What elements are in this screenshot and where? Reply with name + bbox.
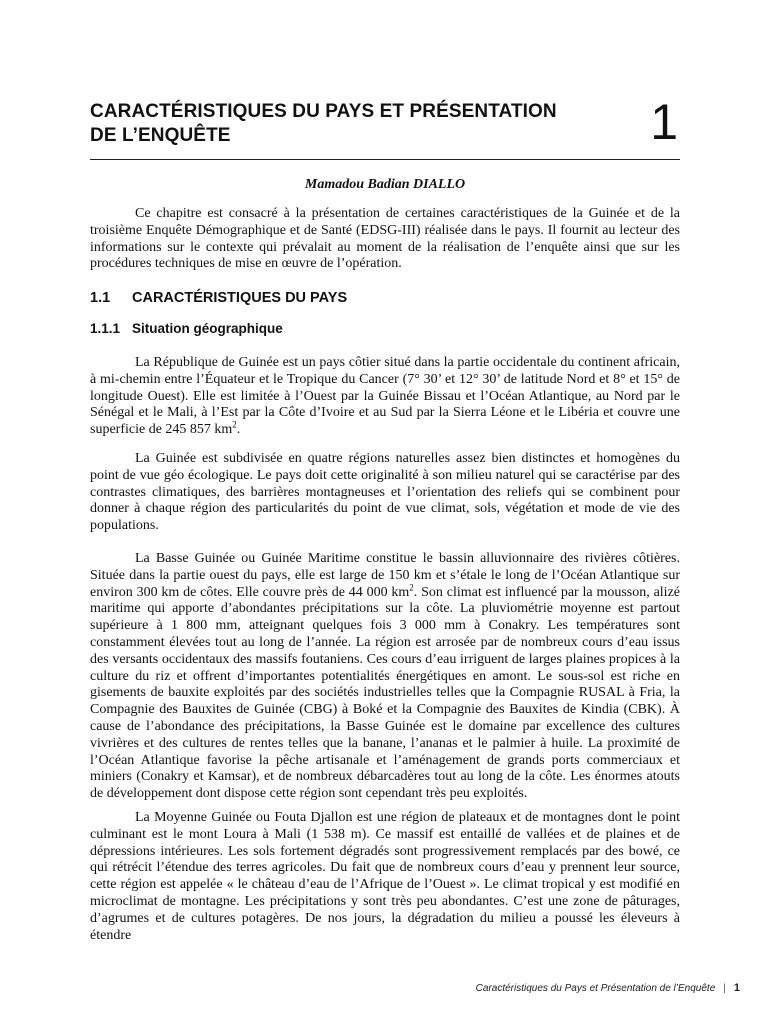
- paragraph-1-text: La République de Guinée est un pays côtier situé dans la partie occidentale du continent africain, à mi-chemin entre l’Équateur et le Tropique du Cancer (7° 30’ et 12° 30’ de latitude Nord et 8° et 15° de longitude Ouest). Elle est limitée à l’Ouest par la Guinée Bissau et l’Océan Atlantique, au Nord par le Sénégal et le Mali, à l’Est par la Côte d’Ivoire et au Sud par la Sierra Léone et le Libéria et couvre une superficie de 245 857 km: [90, 355, 680, 438]
- paragraph-4-block: [90, 810, 680, 944]
- subsection-title: Situation géographique: [132, 321, 283, 336]
- chapter-number: 1: [650, 94, 678, 150]
- intro-paragraph: Ce chapitre est consacré à la présentation de certaines caractéristiques de la Guinée et de la troisième Enquête Démographique et de Santé (EDSG-III) réalisée dans le pays. Il fournit au lecteur des informations sur le contexte qui prévalait au moment de la réalisation de l’enquête ainsi que sur les procédures techniques de mise en œuvre de l’opération.: [90, 206, 680, 272]
- paragraph-1-superscript: 2: [232, 419, 237, 430]
- chapter-title-line-2: DE L’ENQUÊTE: [90, 125, 231, 146]
- section-number: 1.1: [90, 290, 111, 306]
- paragraph-2: La Guinée est subdivisée en quatre régions naturelles assez bien distinctes et homogènes du point de vue géo écologique. Le pays doit cette originalité à son milieu naturel qui se caractérise par des contrastes climatiques, des barrières montagneuses et l’orientation des reliefs qui se combinent pour donner à chaque région des particularités du point de vue climat, sols, végétation et mode de vie des populations.: [90, 451, 680, 534]
- page-footer: [300, 982, 740, 994]
- paragraph-1-end: .: [236, 422, 241, 438]
- author-name: Mamadou Badian DIALLO: [304, 177, 466, 192]
- chapter-title: [90, 100, 590, 148]
- paragraph-1: [90, 355, 680, 439]
- footer-separator: |: [723, 983, 726, 994]
- paragraph-2-block: [90, 451, 680, 535]
- paragraph-3: [90, 551, 680, 803]
- chapter-title-line-1: CARACTÉRISTIQUES DU PAYS ET PRÉSENTATION: [90, 101, 557, 122]
- section-title: CARACTÉRISTIQUES DU PAYS: [132, 290, 348, 306]
- chapter-header: [90, 94, 680, 162]
- paragraph-3-text-a: La Basse Guinée ou Guinée Maritime constitue le bassin alluvionnaire des rivières côtières. Située dans la partie ouest du pays, elle est large de 150 km et s’étale le long de l’Océan Atlantique sur environ 300 km de côtes. Elle couvre près de 44 000 km: [90, 551, 680, 600]
- header-rule: [90, 159, 680, 160]
- paragraph-3-block: [90, 551, 680, 803]
- intro-block: [90, 206, 680, 273]
- paragraph-3-text-b: . Son climat est influencé par la mousson, alizé maritime qui apporte d’abondantes précipitations sur la côte. La pluviométrie moyenne est partout supérieure à 1 800 mm, atteignant quelques fois 3 000 mm à Conakry. Les températures sont constamment élevées tout au long de l’année. La région est arrosée par de nombreux cours d’eau issus des versants occidentaux des massifs foutaniens. Ces cours d’eau irriguent de larges plaines propices à la culture du riz et offrent d’importantes potentialités énergétiques en amont. Le sous-sol est riche en gisements de bauxite exploités par des sociétés industrielles telles que la Compagnie RUSAL à Fria, la Compagnie des Bauxites de Guinée (CBG) à Boké et la Compagnie des Bauxites de Kindia (CBK). À cause de l’abondance des précipitations, la Basse Guinée est le domaine par excellence des cultures vivrières et des cultures de rentes telles que la banane, l’ananas et le palmier à huile. La proximité de l’Océan Atlantique favorise la pêche artisanale et l’aménagement de grands ports commerciaux et miniers (Conakry et Kamsar), et de nombreux débarcadères tout au long de la côte. Les énormes atouts de développement dont dispose cette région sont cependant très peu exploités.: [90, 584, 681, 802]
- subsection-heading: [90, 321, 283, 336]
- footer-page-number: 1: [733, 982, 740, 994]
- paragraph-3-superscript: 2: [409, 581, 414, 592]
- section-heading: [90, 290, 347, 306]
- paragraph-4: La Moyenne Guinée ou Fouta Djallon est une région de plateaux et de montagnes dont le point culminant est le mont Loura à Mali (1 538 m). Ce massif est entaillé de vallées et de plaines et de dépressions intérieures. Les sols fortement dégradés sont progressivement remplacés par des bowé, ce qui rétrécit l’étendue des terres agricoles. Du fait que de nombreux cours d’eau y prennent leur source, cette région est appelée « le château d’eau de l’Afrique de l’Ouest ». Le climat tropical y est modifié en microclimat de montagne. Les précipitations y sont très peu abondantes. C’est une zone de pâturages, d’agrumes et de cultures potagères. De nos jours, la dégradation du milieu a poussé les éleveurs à étendre: [90, 810, 680, 943]
- subsection-number: 1.1.1: [90, 321, 121, 336]
- footer-running-title: Caractéristiques du Pays et Présentation de l’Enquête: [475, 983, 716, 994]
- paragraph-1-block: [90, 355, 680, 439]
